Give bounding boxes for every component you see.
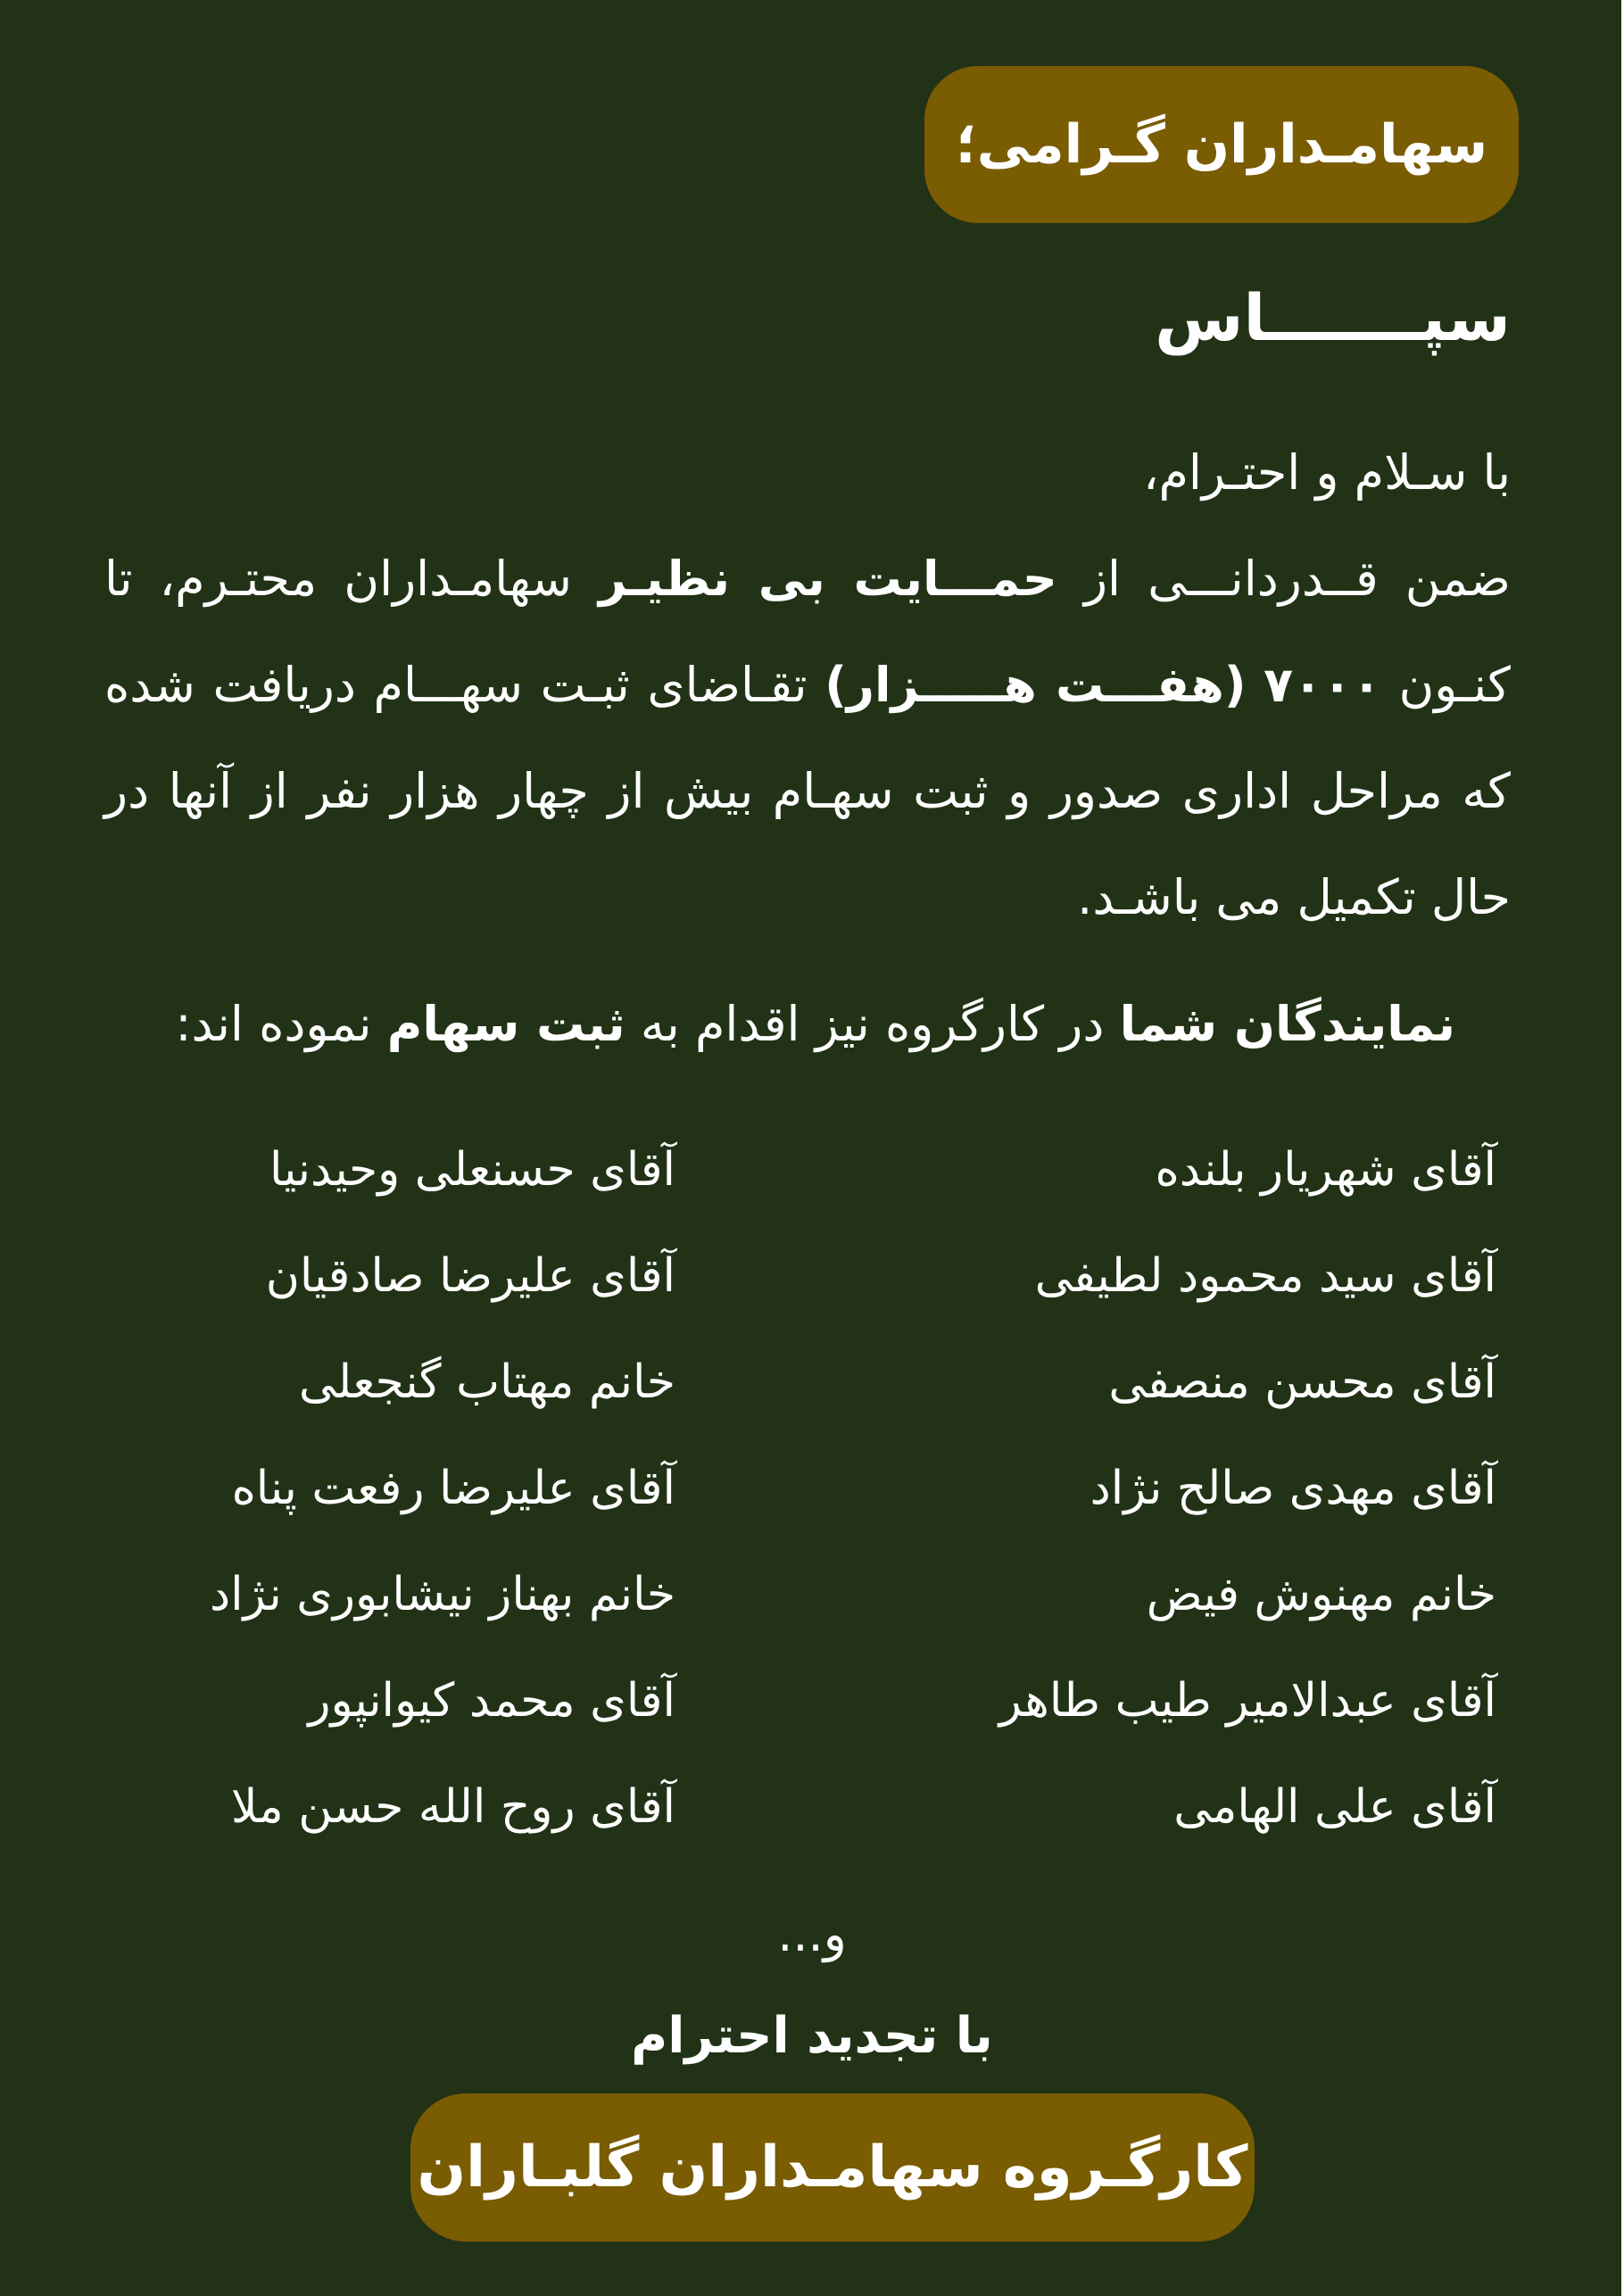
request-count: ۷۰۰۰	[1264, 657, 1381, 713]
letter-emphasis-support: حمـــایت بی نظیـر	[599, 551, 1057, 607]
letter-paragraph	[104, 526, 1511, 950]
page-title: سپـــــــاس	[1155, 280, 1511, 355]
representatives-right-column	[854, 1131, 1496, 1875]
representative-name: آقای علیرضا صادقیان	[265, 1249, 675, 1303]
list-continuation: و...	[777, 1906, 847, 1962]
representative-name: آقای علیرضا رفعت پناه	[231, 1462, 675, 1515]
greeting-text: سهامـداران گـرامی؛	[955, 113, 1488, 176]
representative-name: آقای محمد کیوانپور	[308, 1674, 675, 1728]
representative-name: آقای شهریار بلنده	[1155, 1143, 1496, 1197]
intro-text-1: در کارگروه نیز اقدام به	[640, 996, 1105, 1052]
representative-name: آقای علی الهامی	[1173, 1780, 1496, 1834]
request-count-words: (هفـــت هـــــزار)	[824, 657, 1247, 713]
salutation: با سـلام و احتـرام،	[1143, 444, 1511, 501]
representative-name: آقای حسنعلی وحیدنیا	[269, 1143, 675, 1197]
intro-emphasis-registration: ثبت سهام	[386, 996, 626, 1052]
representatives-intro	[175, 989, 1455, 1060]
representative-name: خانم مهتاب گنجعلی	[298, 1355, 675, 1409]
letter-text-2: سهامـداران محتـرم، تا کنـون	[104, 551, 1511, 713]
letter-text-1: ضمن قــدردانـــی از	[1083, 551, 1511, 607]
signature-text: کارگـروه سهامـداران گلبـاران	[417, 2134, 1248, 2201]
representative-name: آقای محسن منصفی	[1108, 1355, 1496, 1409]
representative-name: خانم بهناز نیشابوری نژاد	[209, 1568, 675, 1621]
greeting-badge	[924, 66, 1519, 223]
intro-emphasis-representatives: نمایندگان شما	[1119, 996, 1455, 1052]
representative-name: آقای روح الله حسن ملا	[230, 1780, 675, 1834]
signature-badge	[410, 2093, 1255, 2242]
representatives-left-column	[33, 1131, 675, 1875]
representative-name: آقای مهدی صالح نژاد	[1090, 1462, 1496, 1515]
intro-text-2: نموده اند:	[175, 996, 372, 1052]
letter-text-3: تقـاضای ثبـت سهـــام دریافت شده که مراحل اداری صدور و ثبت سهـام بیش از چهار هزار نفر از آنها در حال تکمیل می باشـد.	[104, 657, 1511, 925]
representative-name: خانم مهنوش فیض	[1146, 1568, 1496, 1621]
representative-name: آقای سید محمود لطیفی	[1034, 1249, 1496, 1303]
letter-body	[104, 419, 1511, 950]
closing-line: با تجدید احترام	[631, 2007, 993, 2065]
representative-name: آقای عبدالامیر طیب طاهر	[998, 1674, 1496, 1728]
